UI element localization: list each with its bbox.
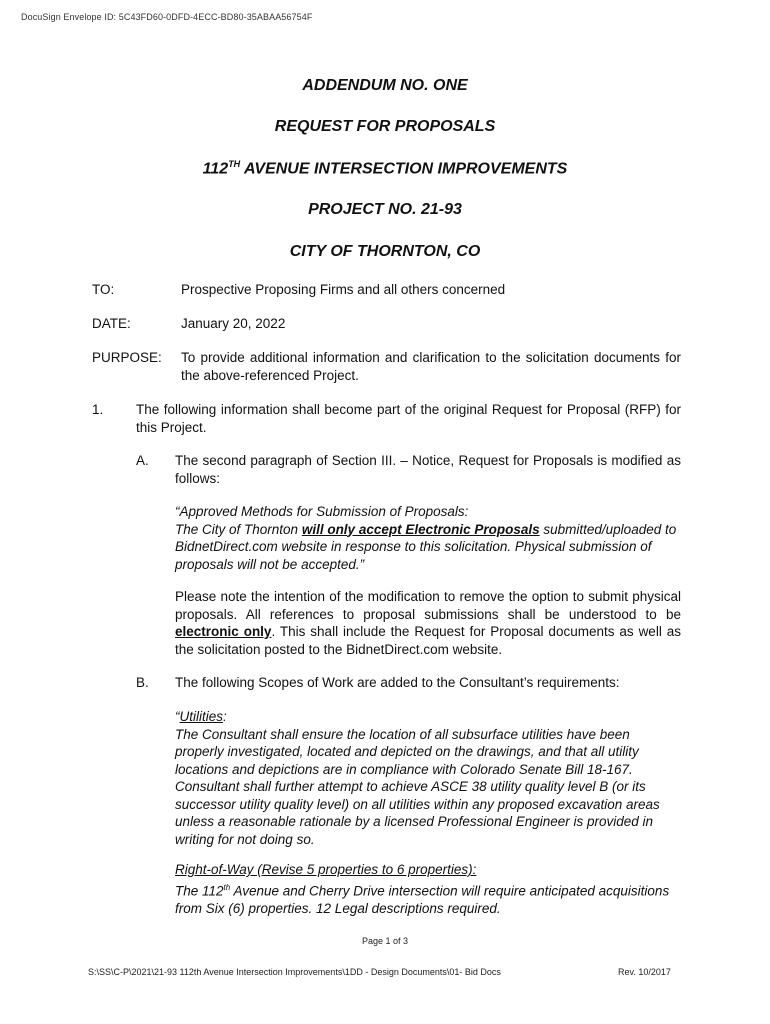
date-label: DATE: bbox=[92, 316, 131, 331]
right-of-way-title: Right-of-Way (Revise 5 properties to 6 properties): bbox=[175, 862, 477, 877]
utilities-scope: “Utilities: The Consultant shall ensure the location of all subsurface utilities have been properly investigated, located and depicted on the drawings, and that all utility locations and depictions are in compliance with Colorado Senate Bill 18-167. Consultant shall further attempt to achieve ASCE 38 utility quality level B (or its successor utility quality level) on all utilities within any proposed excavation areas unless a reasonable rationale by a licensed Professional Engineer is provided in writing for not doing so. bbox=[175, 708, 681, 848]
purpose-label: PURPOSE: bbox=[92, 350, 162, 365]
project-title-heading: 112TH AVENUE INTERSECTION IMPROVEMENTS bbox=[202, 159, 568, 178]
to-label: TO: bbox=[92, 282, 115, 297]
to-value: Prospective Proposing Firms and all others concerned bbox=[181, 282, 506, 297]
item-b-text: The following Scopes of Work are added to the Consultant’s requirements: bbox=[175, 675, 620, 690]
page-number: Page 1 of 3 bbox=[361, 936, 409, 946]
item-a-text: The second paragraph of Section III. – Notice, Request for Proposals is modified as follows: bbox=[175, 453, 681, 486]
electronic-only-emphasis: electronic only bbox=[175, 624, 272, 639]
file-path: S:\SS\C-P\2021\21-93 112th Avenue Intersection Improvements\1DD - Design Documents\01- Bid Docs bbox=[88, 967, 501, 977]
utilities-text: The Consultant shall ensure the location of all subsurface utilities have been properly investigated, located and depicted on the drawings, and that all utility locations and depictions are in compliance with Colorado Senate Bill 18-167. Consultant shall further attempt to achieve ASCE 38 utility quality level B (or its successor utility quality level) on all utilities within any proposed excavation areas unless a reasonable rationale by a licensed Professional Engineer is provided in writing for not doing so. bbox=[175, 726, 660, 847]
addendum-heading: ADDENDUM NO. ONE bbox=[302, 77, 468, 94]
revision-date: Rev. 10/2017 bbox=[618, 967, 671, 977]
item-a-letter: A. bbox=[136, 453, 149, 468]
rfp-heading: REQUEST FOR PROPOSALS bbox=[274, 118, 496, 135]
submission-quote: “Approved Methods for Submission of Proposals: The City of Thornton will only accept Electronic Proposals submitted/uploaded to BidnetDirect.com website in response to this solicitation. Physical submission of proposals will not be accepted.” bbox=[175, 503, 681, 573]
right-of-way-scope: Right-of-Way (Revise 5 properties to 6 properties): The 112th Avenue and Cherry Drive intersection will require anticipated acquisitions from Six (6) properties. 12 Legal descriptions required. bbox=[175, 861, 681, 917]
item-1-text: The following information shall become part of the original Request for Proposal (RFP) for this Project. bbox=[136, 402, 681, 435]
electronic-proposals-emphasis: will only accept Electronic Proposals bbox=[301, 521, 540, 537]
utilities-title: Utilities bbox=[179, 709, 224, 724]
item-b-letter: B. bbox=[136, 675, 149, 690]
city-heading: CITY OF THORNTON, CO bbox=[289, 243, 481, 260]
envelope-id: DocuSign Envelope ID: 5C43FD60-0DFD-4ECC-BD80-35ABAA56754F bbox=[21, 12, 313, 22]
item-1-number: 1. bbox=[92, 402, 104, 417]
purpose-value: To provide additional information and clarification to the solicitation documents for the above-referenced Project. bbox=[181, 350, 681, 383]
project-number-heading: PROJECT NO. 21-93 bbox=[308, 201, 462, 218]
quote-title: “Approved Methods for Submission of Proposals: bbox=[175, 504, 469, 519]
modification-note: Please note the intention of the modification to remove the option to submit physical proposals. All references to proposal submissions shall be understood to be electronic only. This shall include the Request for Proposal documents as well as the solicitation posted to the BidnetDirect.com website. bbox=[175, 589, 681, 657]
date-value: January 20, 2022 bbox=[181, 316, 286, 331]
